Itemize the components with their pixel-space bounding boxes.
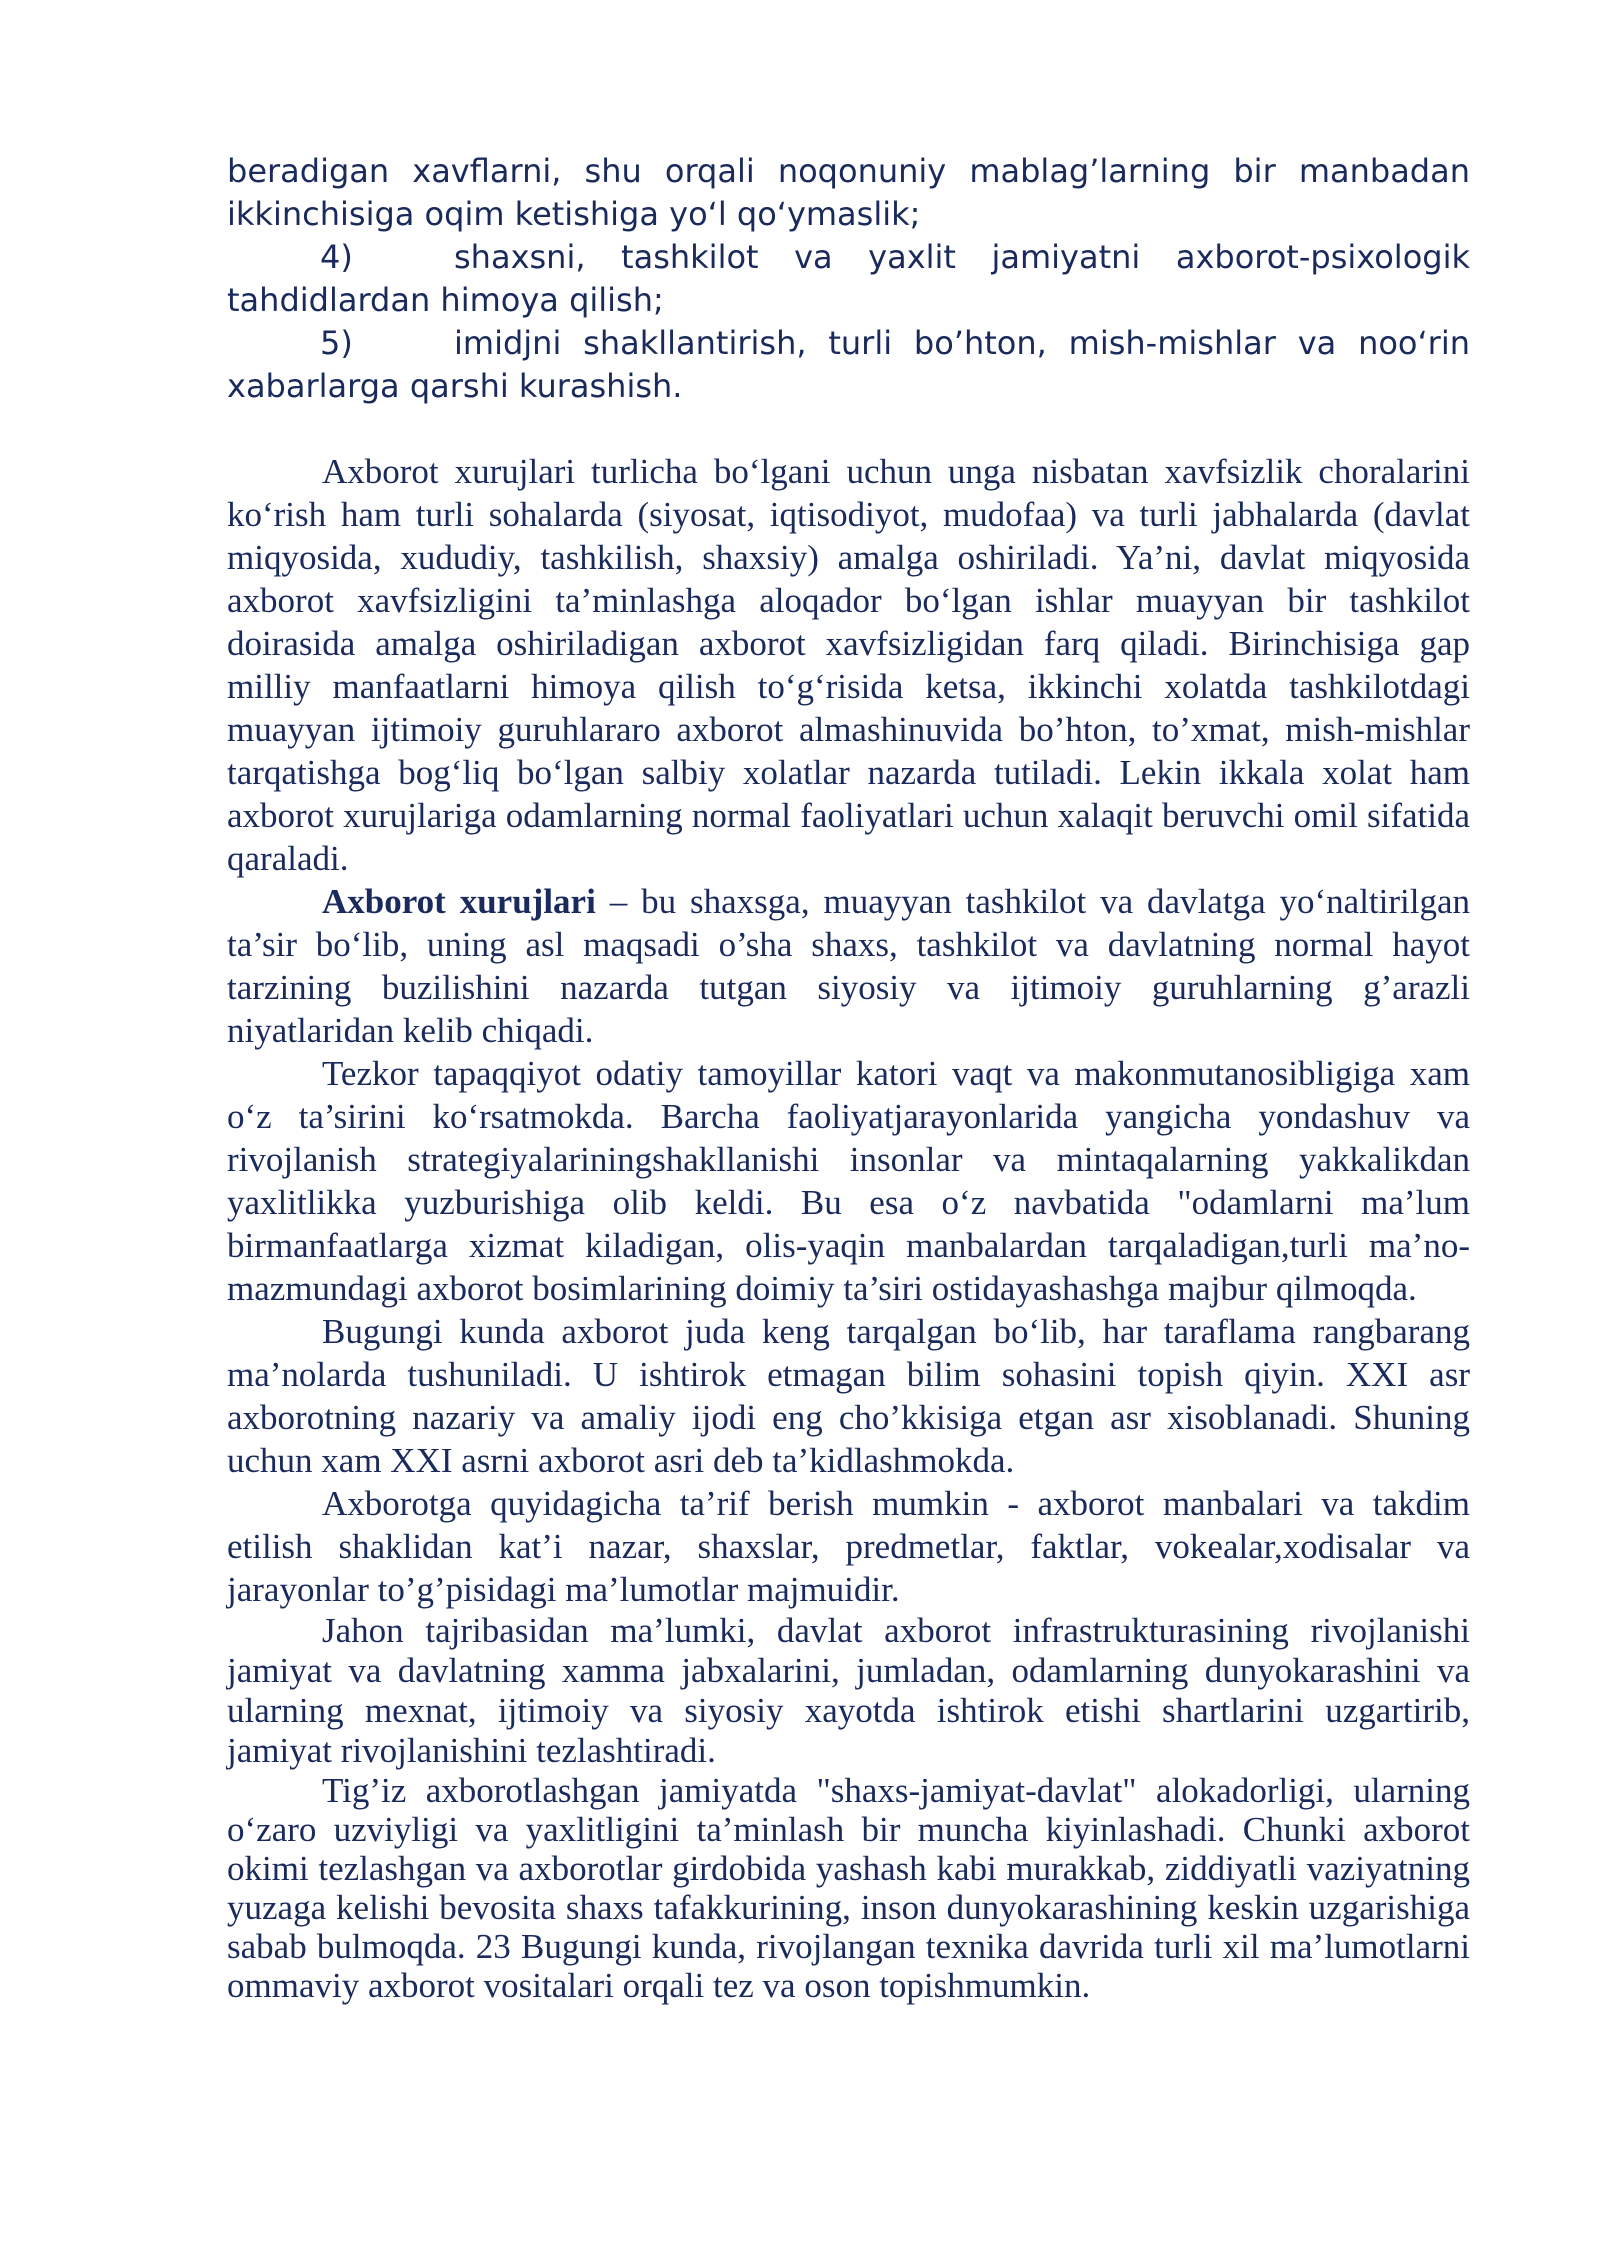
term-axborot-xurujlari: Axborot xurujlari [322,882,596,921]
list-number-5: 5) [320,324,353,362]
paragraph-4: Bugungi kunda axborot juda keng tarqalgan bo‘lib, har taraflama rangbarang ma’nolarda tushuniladi. U ishtirok etmagan bilim sohasini topish qiyin. XXI asr axborotning nazariy va amaliy ijodi eng cho’kkisiga etgan asr xisoblanadi. Shuning uchun xam XXI asrni axborot asri deb ta’kidlashmokda. [227,1312,1470,1480]
paragraph-2 [227,880,1470,1052]
list-text-5: imidjni shakllantirish, turli bo’hton, mish-mishlar va noo‘rin xabarlarga qarshi kurashish. [227,324,1470,405]
list-text-4: shaxsni, tashkilot va yaxlit jamiyatni axborot-psixologik tahdidlardan himoya qilish; [227,238,1470,319]
paragraph-2-text: – bu shaxsga, muayyan tashkilot va davlatga yo‘naltirilgan ta’sir bo‘lib, uning asl maqsadi o’sha shaxs, tashkilot va davlatning normal hayot tarzining buzilishini nazarda tutgan siyosiy va ijtimoiy guruhlarning g’arazli niyatlaridan kelib chiqadi. [227,882,1471,1050]
list-item-5 [227,322,1470,408]
paragraph-6: Jahon tajribasidan ma’lumki, davlat axborot infrastrukturasining rivojlanishi jamiyat va davlatning xamma jabxalarini, jumladan, odamlarning dunyokarashini va ularning mexnat, ijtimoiy va siyosiy xayotda ishtirok etishi shartlarini uzgartirib, jamiyat rivojlanishini tezlashtiradi. [227,1611,1470,1770]
list-number-4: 4) [320,238,353,276]
paragraph-1: Axborot xurujlari turlicha bo‘lgani uchun unga nisbatan xavfsizlik choralarini ko‘rish ham turli sohalarda (siyosat, iqtisodiyot, mudofaa) va turli jabhalarda (davlat miqyosida, xududiy, tashkilish, shaxsiy) amalga oshiriladi. Ya’ni, davlat miqyosida axborot xavfsizligini ta’minlashga aloqador bo‘lgan ishlar muayyan bir tashkilot doirasida amalga oshiriladigan axborot xavfsizligidan farq qiladi. Birinchisiga gap milliy manfaatlarni himoya qilish to‘g‘risida ketsa, ikkinchi xolatda tashkilotdagi muayyan ijtimoiy guruhlararo axborot almashinuvida bo’hton, to’xmat, mish-mishlar tarqatishga bog‘liq bo‘lgan salbiy xolatlar nazarda tutiladi. Lekin ikkala xolat ham axborot xurujlariga odamlarning normal faoliyatlari uchun xalaqit beruvchi omil sifatida qaraladi. [227,452,1470,878]
document-page [227,150,1470,2005]
list-item-4 [227,236,1470,322]
paragraph-gap [227,408,1470,450]
intro-line: beradigan xavflarni, shu orqali noqonuniy mablag’larning bir manbadan ikkinchisiga oqim ketishiga yo‘l qo‘ymaslik; [227,152,1470,233]
paragraph-5: Axborotga quyidagicha ta’rif berish mumkin - axborot manbalari va takdim etilish shaklidan kat’i nazar, shaxslar, predmetlar, faktlar, vokealar,xodisalar va jarayonlar to’g’pisidagi ma’lumotlar majmuidir. [227,1484,1470,1609]
paragraph-7: Tig’iz axborotlashgan jamiyatda "shaxs-jamiyat-davlat" alokadorligi, ularning o‘zaro uzviyligi va yaxlitligini ta’minlash bir muncha kiyinlashadi. Chunki axborot okimi tezlashgan va axborotlar girdobida yashash kabi murakkab, ziddiyatli vaziyatning yuzaga kelishi bevosita shaxs tafakkurining, inson dunyokarashining keskin uzgarishiga sabab bulmoqda. 23 Bugungi kunda, rivojlangan texnika davrida turli xil ma’lumotlarni ommaviy axborot vositalari orqali tez va oson topishmumkin. [227,1771,1470,2005]
paragraph-3: Tezkor tapaqqiyot odatiy tamoyillar katori vaqt va makonmutanosibligiga xam o‘z ta’sirini ko‘rsatmokda. Barcha faoliyatjarayonlarida yangicha yondashuv va rivojlanish strategiyalariningshakllanishi insonlar va mintaqalarning yakkalikdan yaxlitlikka yuzburishiga olib keldi. Bu esa o‘z navbatida "odamlarni ma’lum birmanfaatlarga xizmat kiladigan, olis-yaqin manbalardan tarqaladigan,turli ma’no-mazmundagi axborot bosimlarining doimiy ta’siri ostidayashashga majbur qilmoqda. [227,1054,1470,1308]
